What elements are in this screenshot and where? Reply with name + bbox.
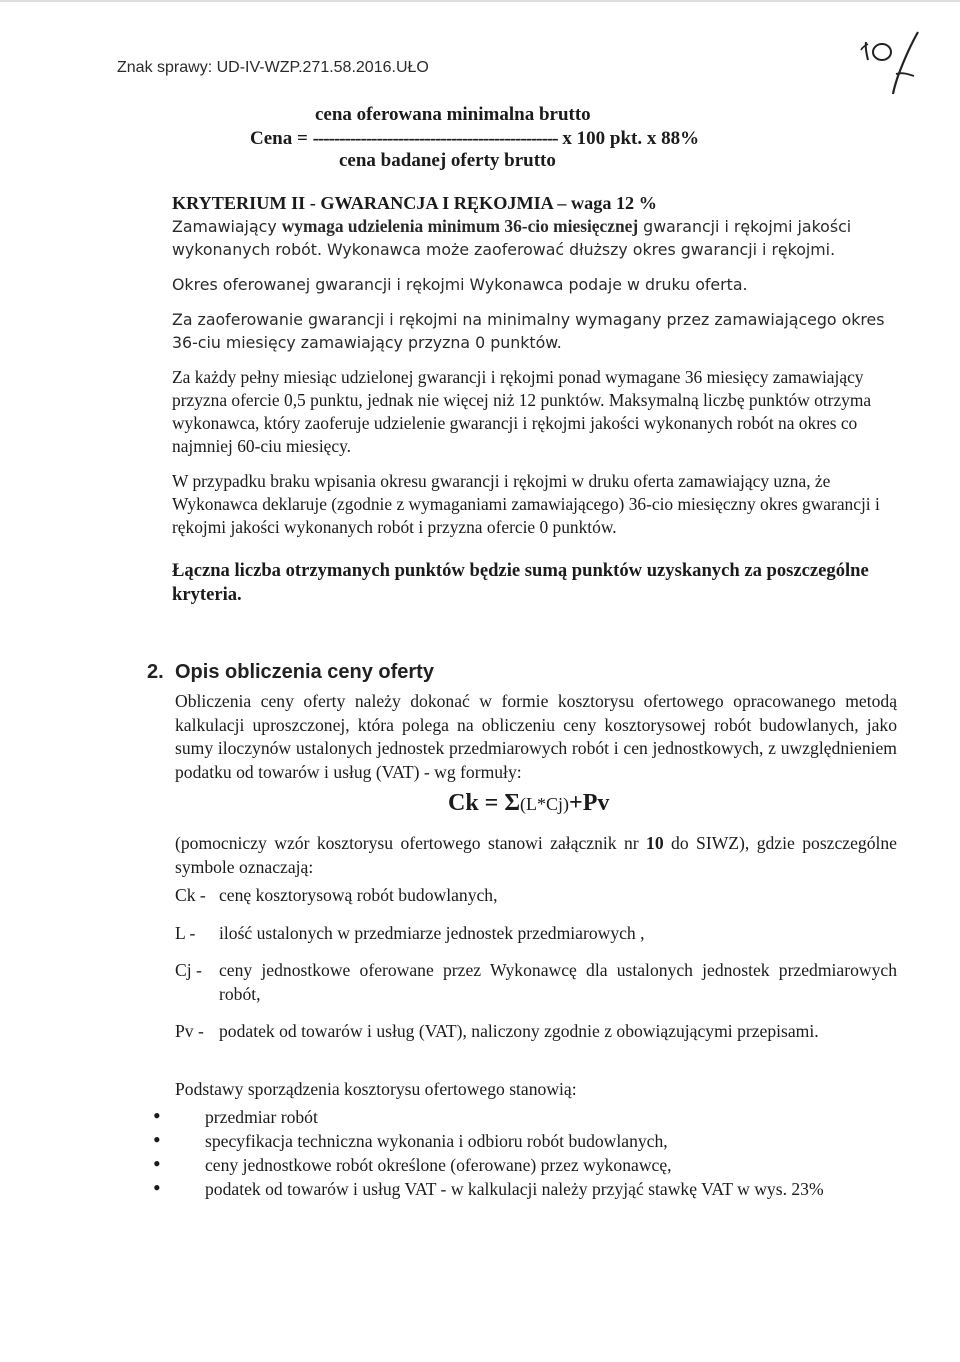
definition-text: ceny jednostkowe oferowane przez Wykonawcę dla ustalonych jednostek przedmiarowych robót, (219, 960, 897, 1004)
list-item-text: podatek od towarów i usług VAT - w kalkulacji należy przyjąć stawkę VAT w wys. 23% (205, 1179, 824, 1199)
bullet-icon (175, 1129, 205, 1153)
definition-pv (175, 1020, 897, 1044)
cost-formula (448, 790, 609, 817)
definition-ck (175, 884, 897, 908)
bullet-icon (175, 1105, 205, 1129)
list-item-text: specyfikacja techniczna wykonania i odbioru robót budowlanych, (205, 1131, 668, 1151)
section-number: 2. (147, 661, 164, 683)
list-item (175, 1129, 897, 1153)
definition-text: cenę kosztorysową robót budowlanych, (219, 885, 498, 905)
p1-text-c: gwarancji i rękojmi jakości wykonanych robót. Wykonawca może zaoferować dłuższy okres gwarancji i rękojmi. (172, 217, 852, 259)
handwritten-page-mark (846, 24, 926, 104)
criterion-2-heading: KRYTERIUM II - GWARANCJA I RĘKOJMIA – waga 12 % (172, 193, 657, 213)
formula-product: (L*Cj) (520, 794, 570, 814)
formula-ck-sigma: Ck = Σ (448, 790, 521, 816)
basis-intro: Podstawy sporządzenia kosztorysu ofertowego stanowią: (175, 1079, 577, 1099)
definition-symbol: Cj - (175, 960, 202, 980)
p1-text-bold: wymaga udzielenia minimum 36-cio miesięcznej (281, 216, 639, 236)
formula-denominator: cena badanej oferty brutto (339, 150, 556, 171)
section-2-title (147, 661, 434, 684)
section-2-intro-text: Obliczenia ceny oferty należy dokonać w formie kosztorysu ofertowego opracowanego metodą kalkulacji uproszczonej, która polega na obliczeniu ceny kosztorysowej robót budowlanych, jako sumy iloczynów ustalonych jednostek przedmiarowych robót i cen jednostkowych, z uwzględnieniem podatku od towarów i usług (VAT) - wg formuły: (175, 691, 897, 782)
list-item-text: przedmiar robót (205, 1107, 318, 1127)
scan-edge-line (0, 0, 960, 4)
basis-list (175, 1105, 897, 1201)
criterion-2-paragraph-5: W przypadku braku wpisania okresu gwarancji i rękojmi w druku oferta zamawiający uzna, że Wykonawca deklaruje (zgodnie z wymaganiami zamawiającego) 36-cio miesięczny okres gwarancji i rękojmi jakości wykonanych robót i przyzna ofercie 0 punktów. (172, 471, 880, 537)
formula-prefix: Cena = (250, 128, 313, 149)
criterion-2-section (172, 192, 892, 607)
case-reference: Znak sprawy: UD-IV-WZP.271.58.2016.UŁO (117, 59, 429, 76)
definition-l (175, 922, 897, 946)
list-item-text: ceny jednostkowe robót określone (oferowane) przez wykonawcę, (205, 1155, 672, 1175)
helper-note-a: (pomocniczy wzór kosztorysu ofertowego stanowi załącznik nr (175, 833, 647, 853)
definition-symbol: L - (175, 922, 196, 943)
helper-note-text (175, 832, 897, 879)
p1-text-a: Zamawiający (172, 217, 282, 236)
section-2-intro (175, 690, 897, 784)
helper-note (175, 832, 897, 879)
list-item (175, 1153, 897, 1177)
total-points-note: Łączna liczba otrzymanych punktów będzie sumą punktów uzyskanych za poszczególne kryteria. (172, 560, 869, 605)
formula-suffix: x 100 pkt. x 88% (557, 128, 700, 149)
definition-symbol: Pv - (175, 1021, 204, 1041)
bullet-icon (175, 1177, 205, 1201)
formula-numerator: cena oferowana minimalna brutto (315, 104, 591, 125)
list-item (175, 1177, 897, 1201)
estimate-basis (175, 1077, 897, 1201)
criterion-2-paragraph-1 (172, 215, 892, 261)
definition-symbol: Ck - (175, 885, 206, 905)
helper-note-attachment: 10 (646, 833, 664, 853)
criterion-2-paragraph-4: Za każdy pełny miesiąc udzielonej gwarancji i rękojmi ponad wymagane 36 miesięcy zamawiający przyzna ofercie 0,5 punktu, jednak nie więcej niż 12 punktów. Maksymalną liczbę punktów otrzyma wykonawca, który zaoferuje udzielenie gwarancji i rękojmi jakości wykonanych robót na okres co najmniej 60-ciu miesięcy. (172, 367, 872, 456)
formula-pv: +Pv (569, 790, 610, 816)
helper-note-c: do SIWZ), gdzie poszczególne symbole oznaczają: (175, 833, 897, 877)
criterion-2-paragraph-3: Za zaoferowanie gwarancji i rękojmi na minimalny wymagany przez zamawiającego okres 36-ciu miesięcy zamawiający przyzna 0 punktów. (172, 310, 885, 352)
bullet-icon (175, 1153, 205, 1177)
formula-main-line (250, 128, 699, 150)
section-title-text: Opis obliczenia ceny oferty (175, 661, 434, 683)
definition-cj (175, 959, 897, 1006)
definition-text: ilość ustalonych w przedmiarze jednostek przedmiarowych , (219, 922, 645, 943)
symbol-definitions (175, 884, 897, 1058)
definition-text: podatek od towarów i usług (VAT), naliczony zgodnie z obowiązującymi przepisami. (219, 1021, 819, 1041)
criterion-2-paragraph-2: Okres oferowanej gwarancji i rękojmi Wykonawca podaje w druku oferta. (172, 275, 748, 294)
list-item (175, 1105, 897, 1129)
formula-fraction-bar: ---------------------------------------------- (312, 128, 558, 149)
